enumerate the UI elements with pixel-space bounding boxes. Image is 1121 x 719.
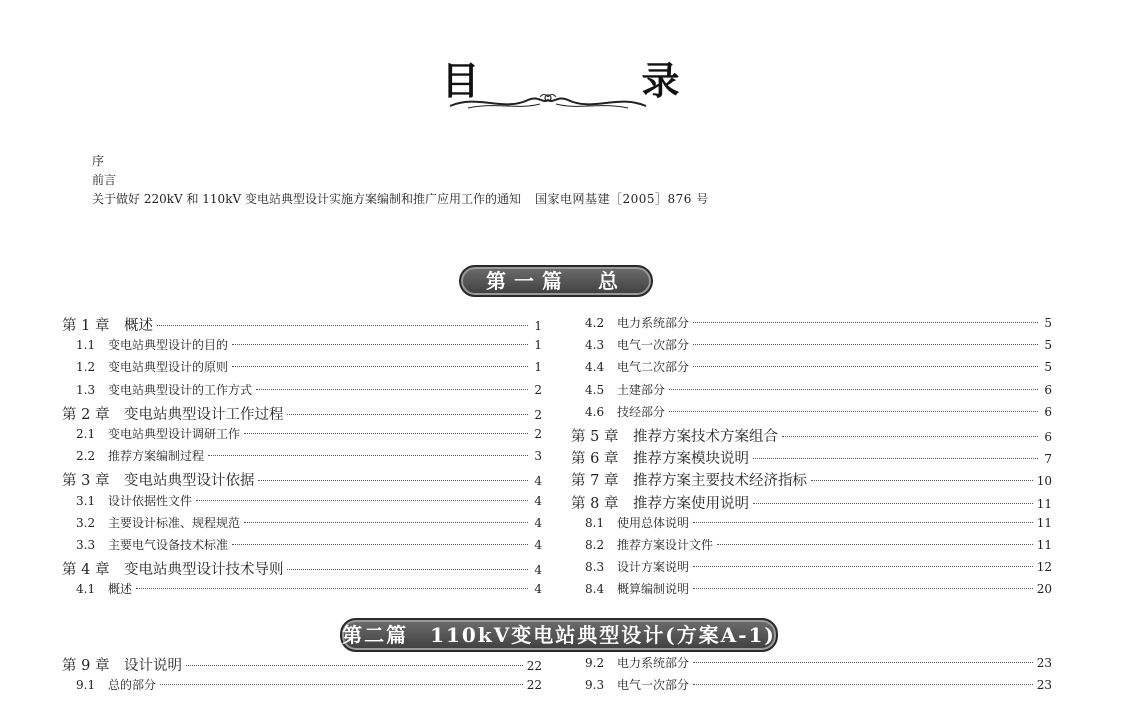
toc-page-number: 10 (1036, 474, 1052, 489)
toc-section-entry[interactable] (62, 381, 542, 403)
toc-leader-dots (196, 500, 528, 501)
toc-leader-dots (693, 344, 1038, 345)
toc-section-title: 主要电气设备技术标准 (108, 537, 229, 552)
toc-page-number: 2 (534, 407, 542, 422)
toc-section-title: 变电站典型设计调研工作 (108, 426, 241, 441)
toc-page-number: 23 (1036, 656, 1052, 670)
toc-entry-label (585, 514, 689, 531)
toc-entry-label (585, 358, 689, 375)
toc-section-number: 4.2 (585, 316, 605, 330)
toc-leader-dots (811, 480, 1033, 481)
toc-leader-dots (287, 569, 528, 570)
toc-section-entry[interactable] (571, 381, 1052, 403)
toc-section-entry[interactable] (62, 336, 542, 358)
title-ornament (448, 86, 648, 114)
toc-section-title: 主要设计标准、规程规范 (108, 515, 241, 530)
toc-entry-label: 第 3 章 变电站典型设计依据 (62, 473, 255, 490)
toc-section-title: 技经部分 (617, 404, 666, 419)
toc-entry-label (76, 381, 252, 398)
toc-entry-label (585, 403, 665, 420)
part-two-banner: 第二篇 110kV变电站典型设计(方案A-1) (340, 618, 778, 652)
toc-part1-left (62, 314, 542, 602)
toc-section-entry[interactable] (571, 536, 1052, 558)
toc-entry-label (76, 492, 192, 509)
toc-section-number: 1.2 (76, 360, 96, 375)
page-title: 目 录 (441, 59, 742, 103)
toc-section-title: 电气一次部分 (617, 338, 690, 353)
toc-page-number: 4 (534, 515, 542, 530)
toc-chapter-entry[interactable] (571, 469, 1052, 491)
toc-page-number: 12 (1036, 560, 1052, 575)
toc-entry-label: 第 6 章 推荐方案模块说明 (571, 451, 749, 468)
toc-leader-dots (136, 588, 528, 589)
toc-entry-label: 第 9 章 设计说明 (62, 658, 182, 674)
toc-section-number: 4.6 (585, 404, 605, 419)
toc-page-number: 6 (1044, 429, 1052, 444)
toc-section-entry[interactable] (571, 676, 1052, 698)
toc-entry-label: 第 7 章 推荐方案主要技术经济指标 (571, 473, 807, 490)
toc-section-number: 8.4 (585, 582, 605, 597)
toc-page-number: 2 (534, 382, 542, 397)
toc-section-title: 使用总体说明 (617, 515, 690, 530)
toc-section-title: 概述 (108, 582, 133, 597)
toc-leader-dots (208, 455, 528, 456)
toc-entry-label (585, 558, 689, 575)
toc-entry-label (76, 336, 228, 353)
toc-part1-right (571, 314, 1052, 602)
toc-section-entry[interactable] (62, 447, 542, 469)
toc-entry-label (76, 358, 228, 375)
toc-section-number: 8.1 (585, 515, 605, 530)
toc-section-entry[interactable] (571, 358, 1052, 380)
toc-page-number: 11 (1036, 537, 1052, 552)
toc-section-title: 变电站典型设计的目的 (108, 338, 229, 353)
toc-page-number: 5 (1044, 338, 1052, 353)
notice-title: 关于做好 220kV 和 110kV 变电站典型设计实施方案编制和推广应用工作的通知 (92, 192, 521, 206)
toc-section-entry[interactable] (62, 492, 542, 514)
toc-leader-dots (232, 544, 528, 545)
toc-entry-label (585, 536, 713, 553)
toc-section-number: 9.2 (585, 656, 605, 670)
toc-section-number: 3.2 (76, 515, 96, 530)
toc-leader-dots (693, 522, 1033, 523)
toc-section-title: 土建部分 (617, 382, 666, 397)
notice-reference: 国家电网基建［2005］876 号 (534, 192, 709, 206)
toc-section-number: 9.1 (76, 678, 96, 693)
toc-leader-dots (287, 414, 528, 415)
toc-leader-dots (782, 436, 1038, 437)
toc-section-title: 设计方案说明 (617, 560, 690, 575)
toc-leader-dots (186, 665, 523, 666)
toc-page-number: 1 (534, 360, 542, 375)
toc-section-number: 1.1 (76, 338, 96, 353)
toc-leader-dots (693, 684, 1033, 685)
preface-entry[interactable]: 序 (92, 154, 105, 168)
toc-section-entry[interactable] (571, 314, 1052, 336)
toc-entry-label (585, 654, 689, 671)
toc-page-number: 2 (534, 426, 542, 441)
toc-chapter-entry[interactable] (62, 558, 542, 580)
toc-leader-dots (244, 522, 528, 523)
toc-leader-dots (157, 325, 528, 326)
toc-section-entry[interactable] (62, 425, 542, 447)
toc-part2-left (62, 654, 542, 698)
toc-leader-dots (244, 433, 528, 434)
toc-section-number: 4.1 (76, 582, 96, 597)
toc-page-number: 3 (534, 449, 542, 464)
toc-entry-label (585, 336, 689, 353)
toc-section-number: 1.3 (76, 382, 96, 397)
toc-section-title: 推荐方案编制过程 (108, 449, 205, 464)
toc-leader-dots (669, 411, 1038, 412)
toc-entry-label (76, 447, 204, 464)
toc-page-number: 23 (1036, 678, 1052, 693)
toc-section-entry[interactable] (571, 336, 1052, 358)
toc-section-title: 电气一次部分 (617, 678, 690, 693)
toc-leader-dots (693, 366, 1038, 367)
toc-chapter-entry[interactable] (571, 492, 1052, 514)
toc-chapter-entry[interactable] (62, 654, 542, 676)
toc-section-entry[interactable] (62, 358, 542, 380)
toc-page-number: 6 (1044, 404, 1052, 419)
toc-section-number: 2.2 (76, 449, 96, 464)
toc-chapter-entry[interactable] (571, 425, 1052, 447)
toc-section-number: 8.2 (585, 537, 605, 552)
toc-section-number: 4.3 (585, 338, 605, 353)
toc-entry-label (585, 580, 689, 597)
foreword-entry[interactable]: 前言 (92, 173, 117, 187)
toc-leader-dots (717, 544, 1033, 545)
toc-section-title: 电力系统部分 (617, 316, 690, 330)
toc-entry-label: 第 1 章 概述 (62, 318, 153, 334)
front-matter (92, 152, 709, 209)
toc-page-number: 6 (1044, 382, 1052, 397)
toc-section-number: 4.5 (585, 382, 605, 397)
toc-leader-dots (753, 458, 1038, 459)
toc-entry-label (76, 676, 156, 693)
toc-chapter-entry[interactable] (62, 314, 542, 336)
toc-page-number: 4 (534, 537, 542, 552)
toc-leader-dots (693, 566, 1033, 567)
toc-leader-dots (258, 480, 528, 481)
toc-page-number: 1 (534, 338, 542, 353)
toc-leader-dots (753, 503, 1033, 504)
toc-section-entry[interactable] (62, 676, 542, 698)
toc-section-title: 电力系统部分 (617, 656, 690, 670)
toc-chapter-entry[interactable] (571, 447, 1052, 469)
toc-section-number: 3.3 (76, 537, 96, 552)
toc-entry-label (76, 580, 132, 597)
toc-section-entry[interactable] (62, 514, 542, 536)
toc-section-number: 4.4 (585, 360, 605, 375)
toc-section-entry[interactable] (571, 654, 1052, 676)
toc-section-entry[interactable] (571, 403, 1052, 425)
toc-section-title: 推荐方案设计文件 (617, 537, 714, 552)
toc-page-number: 4 (534, 474, 542, 489)
toc-entry-label (76, 425, 240, 442)
toc-section-entry[interactable] (62, 536, 542, 558)
toc-leader-dots (693, 662, 1033, 663)
toc-page-number: 5 (1044, 316, 1052, 330)
toc-page-number: 22 (526, 678, 542, 693)
toc-entry-label: 第 2 章 变电站典型设计工作过程 (62, 406, 284, 423)
toc-section-title: 电气二次部分 (617, 360, 690, 375)
toc-section-title: 总的部分 (108, 678, 157, 693)
toc-section-title: 变电站典型设计的原则 (108, 360, 229, 375)
toc-entry-label (585, 676, 689, 693)
toc-section-number: 9.3 (585, 678, 605, 693)
toc-entry-label (76, 536, 228, 553)
toc-chapter-entry[interactable] (62, 403, 542, 425)
toc-page-number: 4 (534, 493, 542, 508)
toc-page-number: 11 (1036, 496, 1052, 511)
toc-page-number: 4 (534, 563, 542, 578)
toc-entry-label: 第 8 章 推荐方案使用说明 (571, 495, 749, 512)
toc-entry-label (76, 514, 240, 531)
toc-section-title: 概算编制说明 (617, 582, 690, 597)
toc-page-number: 22 (526, 659, 542, 673)
toc-entry-label: 第 5 章 推荐方案技术方案组合 (571, 428, 778, 445)
toc-chapter-entry[interactable] (62, 469, 542, 491)
toc-section-entry[interactable] (62, 580, 542, 602)
toc-part2-right (571, 654, 1052, 698)
toc-section-entry[interactable] (571, 514, 1052, 536)
toc-page-number: 1 (534, 319, 542, 333)
toc-page-number: 20 (1036, 582, 1052, 597)
toc-leader-dots (160, 684, 523, 685)
part-one-banner: 第一篇 总 论 (459, 265, 653, 297)
toc-section-number: 3.1 (76, 493, 96, 508)
toc-page-number: 11 (1036, 515, 1052, 530)
toc-entry-label: 第 4 章 变电站典型设计技术导则 (62, 562, 284, 579)
toc-leader-dots (693, 588, 1033, 589)
toc-leader-dots (232, 366, 528, 367)
toc-section-entry[interactable] (571, 558, 1052, 580)
toc-section-number: 2.1 (76, 426, 96, 441)
toc-leader-dots (232, 344, 528, 345)
toc-leader-dots (669, 389, 1038, 390)
toc-section-entry[interactable] (571, 580, 1052, 602)
toc-page-number: 5 (1044, 360, 1052, 375)
toc-entry-label (585, 314, 689, 331)
toc-entry-label (585, 381, 665, 398)
toc-leader-dots (256, 389, 528, 390)
toc-leader-dots (693, 322, 1038, 323)
toc-page-number: 4 (534, 582, 542, 597)
toc-page-number: 7 (1044, 452, 1052, 467)
notice-entry[interactable] (92, 190, 709, 209)
toc-section-title: 变电站典型设计的工作方式 (108, 382, 253, 397)
toc-section-title: 设计依据性文件 (108, 493, 193, 508)
toc-section-number: 8.3 (585, 560, 605, 575)
